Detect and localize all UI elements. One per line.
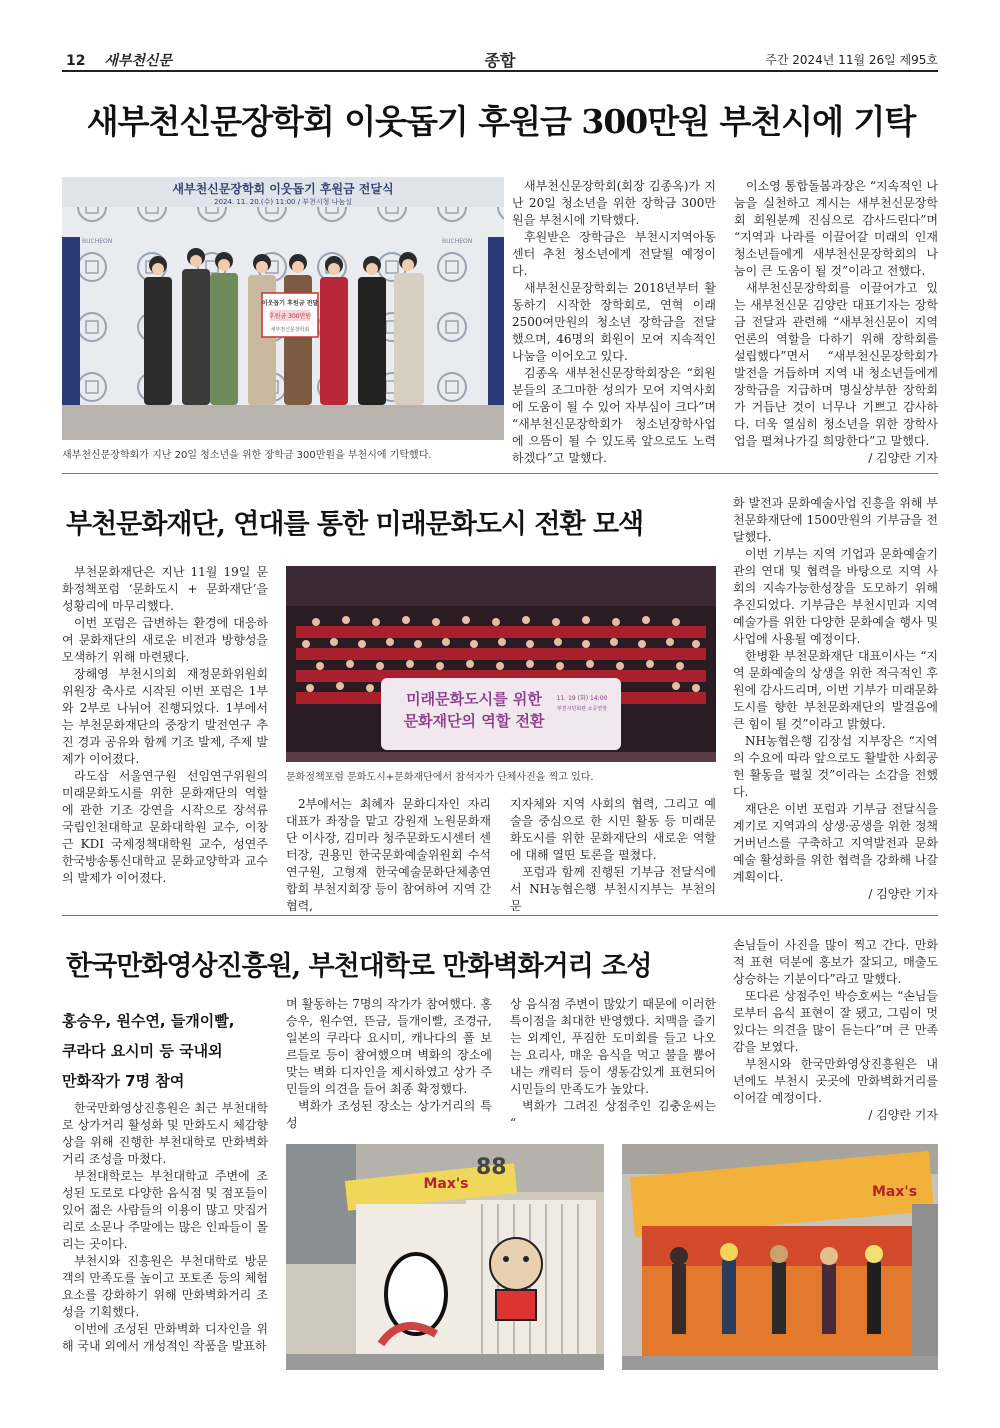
paragraph: 포럼과 함께 진행된 기부금 전달식에서 NH농협은행 부천시지부는 부천의 문: [510, 865, 716, 913]
paragraph: 2부에서는 최혜자 문화디자인 자리 대표가 좌장을 맡고 강원재 노원문화재단 이사장, 김미라 청주문화도시센터 센터장, 권용민 한국문화예술위원회 수석연구원, 고형재 한국예술문화단체총연합회 부천지회장 등이 참여하여 지역 간 협력,: [286, 797, 491, 913]
cartoon-character: [490, 1238, 542, 1290]
article1-photo: [62, 177, 504, 440]
article3-photo-left: [286, 1144, 604, 1370]
banner-date: 11. 19 (화) 14:00: [556, 695, 608, 702]
article3-column-2: [286, 996, 492, 1132]
article2-photo: [286, 566, 716, 762]
banner-sub: 2024. 11. 20.(수) 11:00 / 부천시청 나눔실: [214, 198, 352, 206]
page-header-left: [66, 50, 172, 70]
board-amount: 후원금 300만원: [268, 313, 312, 320]
article-divider: [62, 915, 938, 916]
paragraph: 라도삼 서울연구원 선임연구위원의 미래문화도시를 위한 문화재단의 역할에 관한 기조 강연을 시작으로 장석류 국립인천대학교 문화대학원 교수, 이창근 KDI 국제정책대학원 교수, 성연주 한국방송통신대학교 문화교양학과 교수의 발제가 이어졌다.: [62, 769, 268, 885]
paragraph: 며 활동하는 7명의 작가가 참여했다. 홍승우, 원수연, 뜬금, 들개이빨, 조경규, 일본의 쿠라다 요시미, 캐나다의 폴 보르들로 등이 참여했으며 벽화의 장소에 맞는 벽화 디자인을 제시하였고 상가 주민들의 의견을 들어 최종 확정했다.: [286, 997, 492, 1096]
article2-column-1: [62, 564, 268, 887]
paragraph: 부천시와 한국만화영상진흥원은 내년에도 부천시 곳곳에 만화벽화거리를 이어갈 예정이다.: [733, 1057, 938, 1105]
article3-column-4: [733, 937, 938, 1124]
paragraph: 이소영 통합돌봄과장은 “지속적인 나눔을 실천하고 계시는 새부천신문장학회 회원분께 진심으로 감사드린다”며 “지역과 나라를 이끌어갈 미래의 인재 청소년들에게 새부천신문장학회의 나눔이 큰 도움이 될 것”이라고 전했다.: [734, 179, 938, 278]
article2-headline: 부천문화재단, 연대를 통한 미래문화도시 전환 모색: [66, 509, 644, 540]
subhead-line: 홍승우, 원수연, 들개이빨,: [62, 1012, 235, 1030]
paper-name: 새부천신문: [104, 53, 172, 69]
issue-info: 주간 2024년 11월 26일 제95호: [765, 53, 938, 67]
article2-caption: 문화정책포럼 문화도시+문화재단에서 참석자가 단체사진을 찍고 있다.: [286, 772, 594, 783]
article2-column-3: [510, 796, 716, 915]
article2-byline: / 김양란 기자: [868, 887, 938, 901]
paragraph: 상 음식점 주변이 많았기 때문에 이러한 특이점을 최대한 반영했다. 치맥을 즐기는 외계인, 푸짐한 도미회를 들고 나오는 요리사, 매운 음식을 먹고 불을 뿜어내는 캐릭터 등이 생동감있게 표현되어 시민들의 만족도가 높았다.: [510, 997, 716, 1096]
paragraph: 한병환 부천문화재단 대표이사는 “지역 문화예술의 상생을 위한 적극적인 후원에 감사드리며, 이번 기부가 미래문화도시를 향한 부천문화재단의 발걸음에 큰 힘이 될 것”이라고 밝혔다.: [733, 649, 938, 731]
article3-byline: / 김양란 기자: [868, 1108, 938, 1122]
paragraph: 화 발전과 문화예술사업 진흥을 위해 부천문화재단에 1500만원의 기부금을 전달했다.: [733, 496, 938, 544]
paragraph: 이번에 조성된 만화벽화 디자인을 위해 국내 외에서 개성적인 작품을 발표하: [62, 1322, 268, 1353]
paragraph: 한국만화영상진흥원은 최근 부천대학로 상가거리 활성화 및 만화도시 체감향상을 위해 진행한 부천대학로 만화벽화거리 조성을 마쳤다.: [62, 1101, 268, 1166]
paragraph: 벽화가 그려진 상점주인 김충운씨는 “: [510, 1099, 716, 1130]
article1-byline: / 김양란 기자: [868, 451, 938, 465]
paragraph: 지자체와 지역 사회의 협력, 그리고 예술을 중심으로 한 시민 활동 등 미래문화도시를 위한 문화재단의 새로운 역할에 대해 열띤 토론을 펼쳤다.: [510, 797, 716, 862]
paragraph: 손님들이 사진을 많이 찍고 간다. 만화적 표현 덕분에 홍보가 잘되고, 매출도 상승하는 기분이다”라고 말했다.: [733, 938, 938, 986]
shop-sign: Max's: [872, 1184, 918, 1200]
paragraph: 새부천신문장학회는 2018년부터 활동하기 시작한 장학회로, 연혁 이래 2500여만원의 청소년 장학금을 전달했으며, 46명의 회원이 모여 지속적인 나눔을 이어오고 있다.: [512, 281, 716, 363]
section-title: 종합: [484, 51, 516, 70]
paragraph: 이번 기부는 지역 기업과 문화예술기관의 연대 및 협력을 바탕으로 지역 사회의 지속가능한성장을 도모하기 위해 추진되었다. 기부금은 부천시민과 지역예술가를 위한 다양한 문화예술 행사 및 사업에 사용될 예정이다.: [733, 547, 938, 646]
paragraph: 이번 포럼은 급변하는 환경에 대응하여 문화재단의 새로운 비전과 방향성을 모색하기 위해 마련됐다.: [62, 616, 268, 664]
page-number: 12: [66, 53, 86, 69]
article-divider: [62, 473, 938, 474]
article3-headline: 한국만화영상진흥원, 부천대학로 만화벽화거리 조성: [66, 951, 652, 982]
banner-line1: 미래문화도시를 위한: [406, 690, 542, 708]
article1-caption: 새부천신문장학회가 지난 20일 청소년을 위한 장학금 300만원을 부천시에 기탁했다.: [62, 450, 432, 461]
subhead-line: 쿠라다 요시미 등 국내외: [62, 1042, 223, 1060]
board-title: 이웃돕기 후원금 전달: [261, 300, 319, 307]
paragraph: 부천대학로는 부천대학교 주변에 조성된 도로로 다양한 음식점 및 점포들이 있어 젊은 사람들의 이용이 많고 맛집거리로 소문나 주말에는 많은 인파들이 몰리는 곳이다.: [62, 1169, 268, 1251]
article3-subhead: [62, 1006, 268, 1096]
header-rule: [62, 70, 938, 72]
wall-text: BUCHEON: [82, 238, 113, 245]
paragraph: 김종옥 새부천신문장학회장은 “회원분들의 조그마한 성의가 모여 지역사회에 도움이 될 수 있어 자부심이 크다”며 “새부천신문장학회가 청소년장학사업에 으뜸이 될 수 있도록 앞으로도 노력하겠다”고 말했다.: [512, 366, 716, 465]
paragraph: 또다른 상점주인 박승호씨는 “손님들로부터 음식 표현이 잘 됐고, 그림이 멋있다는 의견을 많이 듣는다”며 큰 만족감을 보였다.: [733, 989, 938, 1054]
paragraph: 부천시와 진흥원은 부천대학로 방문객의 만족도를 높이고 포토존 등의 체험요소를 강화하기 위해 만화벽화거리 조성을 기획했다.: [62, 1254, 268, 1319]
article1-headline: 새부천신문장학회 이웃돕기 후원금 300만원 부천시에 기탁: [86, 102, 916, 141]
article3-column-1: [62, 1100, 268, 1355]
board-org: 새부천신문장학회: [270, 327, 310, 333]
article3-column-3: [510, 996, 716, 1132]
building-number: 88: [476, 1155, 507, 1180]
paragraph: 재단은 이번 포럼과 기부금 전달식을 계기로 지역과의 상생·공생을 위한 정책 거버넌스를 구축하고 지역발전과 문화예술 활성화를 위한 협력을 강화해 나갈 계획이다.: [733, 802, 938, 884]
wall-text-right: BUCHEON: [442, 238, 473, 245]
paragraph: 새부천신문장학회(회장 김종옥)가 지난 20일 청소년을 위한 장학금 300만원을 부천시에 기탁했다.: [512, 179, 716, 227]
paragraph: NH농협은행 김장섭 지부장은 “지역의 수요에 따라 앞으로도 활발한 사회공헌 활동을 펼칠 것”이라는 소감을 전했다.: [733, 734, 938, 799]
article1-column-2: [734, 178, 938, 467]
paragraph: 새부천신문장학회를 이끌어가고 있는 새부천신문 김양란 대표기자는 장학금 전달과 관련해 “새부천신문이 지역언론의 역할을 다하기 위해 장학회를 설립했다”면서 “새부천신문장학회가 발전을 거듭하며 지역 내 청소년들에게 장학금을 지급하며 명실상부한 장학회가 거듭난 것이 너무나 기쁘고 감사하다. 더욱 열심히 청소년을 위한 장학사업을 펼쳐나가길 희망한다”고 말했다.: [734, 281, 938, 448]
article3-photo-right: [622, 1144, 938, 1370]
article1-column-1: [512, 178, 716, 467]
shop-sign: Max's: [423, 1176, 469, 1192]
banner-title: 새부천신문장학회 이웃돕기 후원금 전달식: [172, 182, 394, 196]
subhead-line: 만화작가 7명 참여: [62, 1072, 185, 1090]
paragraph: 벽화가 조성된 장소는 상가거리의 특성: [286, 1099, 492, 1130]
paragraph: 부천문화재단은 지난 11월 19일 문화정책포럼 ‘문화도시 + 문화재단’을 성황리에 마무리했다.: [62, 565, 268, 613]
paragraph: 후원받은 장학금은 부천시지역아동센터 추천 청소년에게 전달될 예정이다.: [512, 230, 716, 278]
banner-venue: 부천시민회관 소공연장: [557, 706, 607, 712]
article2-column-4: [733, 495, 938, 903]
article2-column-2: [286, 796, 491, 915]
banner-line2: 문화재단의 역할 전환: [403, 712, 545, 730]
paragraph: 장해영 부천시의회 재정문화위원회 위원장 축사로 시작된 이번 포럼은 1부와 2부로 나뉘어 진행되었다. 1부에서는 부천문화재단의 중장기 발전연구 추진 경과 공유와 함께 기조 발제, 주제 발제가 이어졌다.: [62, 667, 268, 766]
